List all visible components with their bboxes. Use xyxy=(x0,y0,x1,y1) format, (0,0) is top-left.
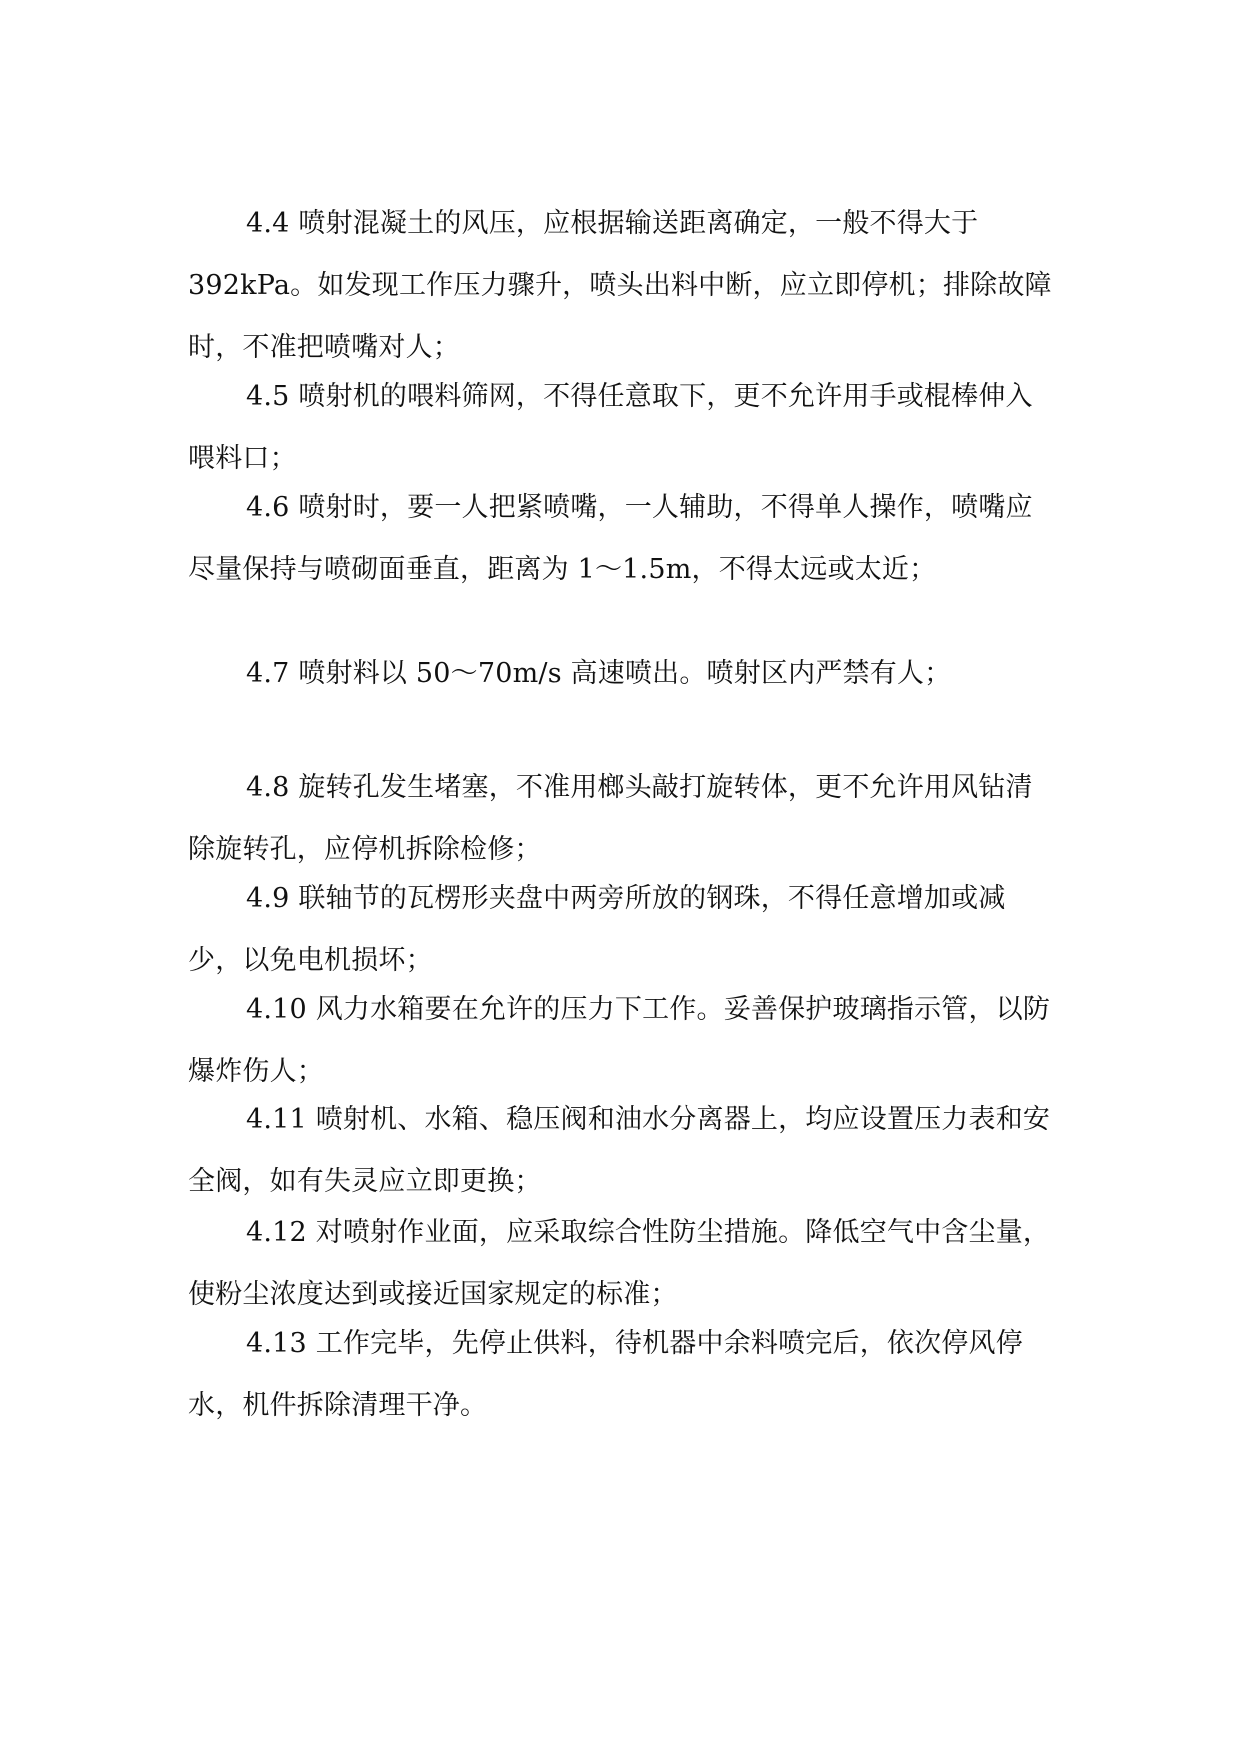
paragraph-4-9: 4.9 联轴节的瓦楞形夹盘中两旁所放的钢珠，不得任意增加或减少，以免电机损坏； xyxy=(188,883,1006,976)
paragraph-4-8: 4.8 旋转孔发生堵塞，不准用榔头敲打旋转体，更不允许用风钻清除旋转孔，应停机拆除检修； xyxy=(188,772,1033,865)
paragraph-4-4: 4.4 喷射混凝土的风压，应根据输送距离确定，一般不得大于392kPa。如发现工作压力骤升，喷头出料中断，应立即停机；排除故障时，不准把喷嘴对人； xyxy=(188,208,1052,363)
paragraph-4-5: 4.5 喷射机的喂料筛网，不得任意取下，更不允许用手或棍棒伸入喂料口； xyxy=(188,381,1033,474)
paragraph-4-11: 4.11 喷射机、水箱、稳压阀和油水分离器上，均应设置压力表和安全阀，如有失灵应立即更换； xyxy=(188,1104,1051,1197)
paragraph-4-6: 4.6 喷射时，要一人把紧喷嘴，一人辅助，不得单人操作，喷嘴应尽量保持与喷砌面垂直，距离为 1～1.5m，不得太远或太近； xyxy=(188,492,1033,585)
paragraph-4-7: 4.7 喷射料以 50～70m/s 高速喷出。喷射区内严禁有人； xyxy=(246,658,952,689)
paragraph-4-12: 4.12 对喷射作业面，应采取综合性防尘措施。降低空气中含尘量，使粉尘浓度达到或接近国家规定的标准； xyxy=(188,1217,1051,1310)
paragraph-4-10: 4.10 风力水箱要在允许的压力下工作。妥善保护玻璃指示管，以防爆炸伤人； xyxy=(188,994,1051,1087)
paragraph-4-13: 4.13 工作完毕，先停止供料，待机器中余料喷完后，依次停风停水，机件拆除清理干净。 xyxy=(188,1328,1023,1421)
